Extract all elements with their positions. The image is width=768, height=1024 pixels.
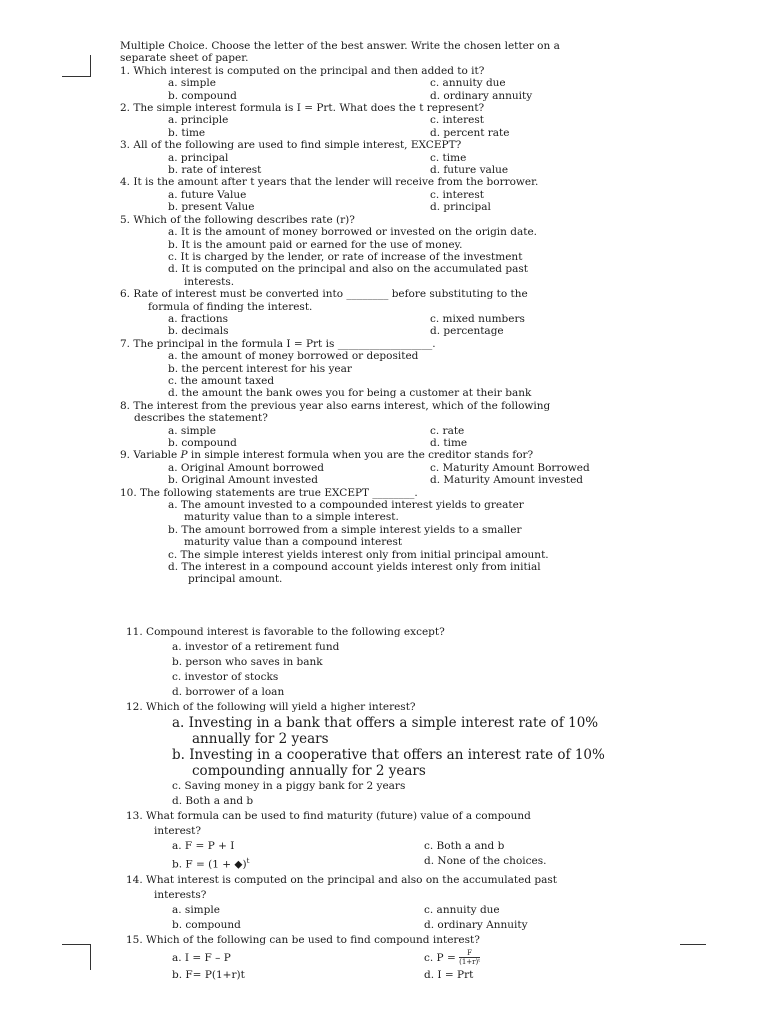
question-15-options-row-2 [126,968,666,983]
q3-option-a: a. principal [168,151,229,164]
q5-option-a: a. It is the amount of money borrowed or invested on the origin date. [168,226,538,239]
q15-option-b: b. F= P(1+r)t [172,968,245,981]
q12-option-a-line-1: a. Investing in a bank that offers a simple interest rate of 10% [172,715,599,731]
q1-option-a: a. simple [168,77,216,90]
q11-option-c: c. investor of stocks [172,671,279,683]
q4-option-d: d. principal [430,201,491,214]
question-3-text: 3. All of the following are used to find simple interest, EXCEPT? [120,139,462,152]
q5-option-b: b. It is the amount paid or earned for the use of money. [168,238,463,251]
q2-option-d: d. percent rate [430,126,510,139]
q15-option-c-fraction [459,949,480,966]
q1-option-c: c. annuity due [430,77,506,90]
question-4-text: 4. It is the amount after t years that the lender will receive from the borrower. [120,176,539,189]
q6-option-d: d. percentage [430,325,504,338]
q5-option-c: c. It is charged by the lender, or rate of increase of the investment [168,250,523,263]
questions-11-to-15 [126,625,666,983]
q4-option-c: c. interest [430,188,484,201]
question-11-text: 11. Compound interest is favorable to the following except? [126,626,445,638]
question-13-text: 13. What formula can be used to find maturity (future) value of a compound [126,810,531,822]
q13-option-d: d. None of the choices. [424,855,547,867]
question-13-text-continued: interest? [154,825,202,837]
question-13-options-row-1 [126,839,666,854]
questions-1-to-10 [120,40,680,586]
question-14-text-continued: interests? [154,888,207,901]
q9-variable: P [180,449,188,462]
q10-option-b-continued: maturity value than a compound interest [184,536,403,549]
question-8-options-row-2 [120,437,680,449]
q12-option-d: d. Both a and b [172,795,254,807]
q9-option-b: b. Original Amount invested [168,474,318,487]
q8-option-a: a. simple [168,424,216,437]
q1-option-d: d. ordinary annuity [430,89,533,102]
q12-option-a-line-2: annually for 2 years [192,731,329,747]
q15-fraction-denominator: (1+r)ᵗ [459,958,480,966]
question-1-text: 1. Which interest is computed on the principal and then added to it? [120,64,485,77]
q7-option-b: b. the percent interest for his year [168,362,352,375]
q15-fraction-numerator: F [459,949,480,958]
instructions-line-1: Multiple Choice. Choose the letter of the best answer. Write the chosen letter on a [120,40,560,52]
q10-option-b: b. The amount borrowed from a simple interest yields to a smaller [168,523,522,536]
question-13-options-row-2 [126,854,666,873]
q11-option-d: d. borrower of a loan [172,686,285,698]
question-14-text: 14. What interest is computed on the principal and also on the accumulated past [126,873,557,886]
q7-option-c: c. the amount taxed [168,374,275,387]
question-9-options-row-1 [120,462,680,474]
question-3-options-row-1 [120,152,680,164]
q12-option-b-line-2: compounding annually for 2 years [192,763,426,779]
q12-option-c: c. Saving money in a piggy bank for 2 years [172,780,406,792]
q1-option-b: b. compound [168,89,237,102]
q14-option-b: b. compound [172,918,241,931]
crop-mark-bottom-left-vertical [90,944,91,970]
q13-option-b-symbol: ◆ [234,858,243,871]
question-8-text-continued: describes the statement? [134,412,268,425]
q2-option-c: c. interest [430,114,484,127]
q3-option-d: d. future value [430,164,509,177]
q11-option-a: a. investor of a retirement fund [172,641,340,653]
q13-option-b-exponent: t [246,857,250,865]
q7-option-a: a. the amount of money borrowed or deposited [168,350,419,363]
q15-option-c-start: c. P = [424,951,460,964]
q3-option-b: b. rate of interest [168,164,262,177]
question-5-text: 5. Which of the following describes rate (r)? [120,213,355,226]
question-6-text: 6. Rate of interest must be converted into ________ before substituting to the [120,288,528,301]
q6-option-b: b. decimals [168,325,229,338]
q8-option-c: c. rate [430,424,465,437]
crop-mark-top-left-horizontal [62,76,90,77]
q7-option-d: d. the amount the bank owes you for being a customer at their bank [168,387,532,400]
crop-mark-bottom-left-horizontal [62,944,90,945]
question-3-options-row-2 [120,164,680,176]
question-8-text: 8. The interest from the previous year also earns interest, which of the following [120,399,551,412]
q5-option-d: d. It is computed on the principal and also on the accumulated past [168,263,528,276]
question-2-text: 2. The simple interest formula is I = Prt. What does the t represent? [120,102,485,115]
question-1-options-row-1 [120,77,680,89]
question-14-options-row-1 [126,903,666,918]
q6-option-a: a. fractions [168,312,229,325]
q15-option-a: a. I = F – P [172,951,231,964]
q9-text-end: in simple interest formula when you are the creditor stands for? [187,449,534,462]
q2-option-a: a. principle [168,114,229,127]
question-6-options-row-2 [120,325,680,337]
question-2-options-row-2 [120,127,680,139]
q8-option-d: d. time [430,437,468,449]
question-6-options-row-1 [120,313,680,325]
q6-option-c: c. mixed numbers [430,312,525,325]
q13-option-b [172,854,424,873]
q13-option-c: c. Both a and b [424,840,505,852]
q4-option-a: a. future Value [168,188,247,201]
q13-option-b-start: b. F = (1 + [172,858,235,871]
q12-option-b [126,747,666,779]
question-6-text-continued: formula of finding the interest. [148,300,313,313]
question-15-text: 15. Which of the following can be used to find compound interest? [126,933,480,946]
q11-option-b: b. person who saves in bank [172,656,323,668]
q12-option-a [126,715,666,747]
question-4-options-row-1 [120,189,680,201]
q13-option-b-end: ) [242,858,247,871]
q12-option-b-line-1: b. Investing in a cooperative that offers an interest rate of 10% [172,747,605,763]
q15-option-c [424,948,480,968]
question-9-options-row-2 [120,474,680,486]
question-14-options-row-2 [126,918,666,933]
q13-option-a: a. F = P + I [172,840,235,852]
q15-option-d: d. I = Prt [424,968,474,981]
question-4-options-row-2 [120,201,680,213]
question-7-text: 7. The principal in the formula I = Prt is __________________. [120,337,436,350]
q14-option-d: d. ordinary Annuity [424,918,528,931]
q9-text-start: 9. Variable [120,449,181,462]
q10-option-c: c. The simple interest yields interest only from initial principal amount. [168,548,549,561]
question-10-text: 10. The following statements are true EXCEPT ________. [120,486,418,499]
q4-option-b: b. present Value [168,201,255,214]
question-8-options-row-1 [120,425,680,437]
q9-option-c: c. Maturity Amount Borrowed [430,461,590,474]
question-1-options-row-2 [120,90,680,102]
q10-option-a-continued: maturity value than to a simple interest. [184,511,399,524]
q14-option-c: c. annuity due [424,903,500,916]
q9-option-a: a. Original Amount borrowed [168,461,324,474]
instructions-line-2: separate sheet of paper. [120,52,249,65]
question-2-options-row-1 [120,114,680,126]
q10-option-a: a. The amount invested to a compounded interest yields to greater [168,499,524,512]
q10-option-d-continued: principal amount. [188,573,283,586]
q8-option-b: b. compound [168,437,237,449]
q5-option-d-continued: interests. [184,275,235,288]
q3-option-c: c. time [430,151,467,164]
q2-option-b: b. time [168,126,206,139]
q9-option-d: d. Maturity Amount invested [430,474,584,487]
question-9-text [120,449,680,461]
question-15-options-row-1 [126,948,666,968]
crop-mark-top-left-vertical [90,55,91,77]
q14-option-a: a. simple [172,903,220,916]
q10-option-d: d. The interest in a compound account yields interest only from initial [168,561,541,574]
question-12-text: 12. Which of the following will yield a higher interest? [126,701,416,713]
crop-mark-bottom-right-horizontal [680,944,706,945]
